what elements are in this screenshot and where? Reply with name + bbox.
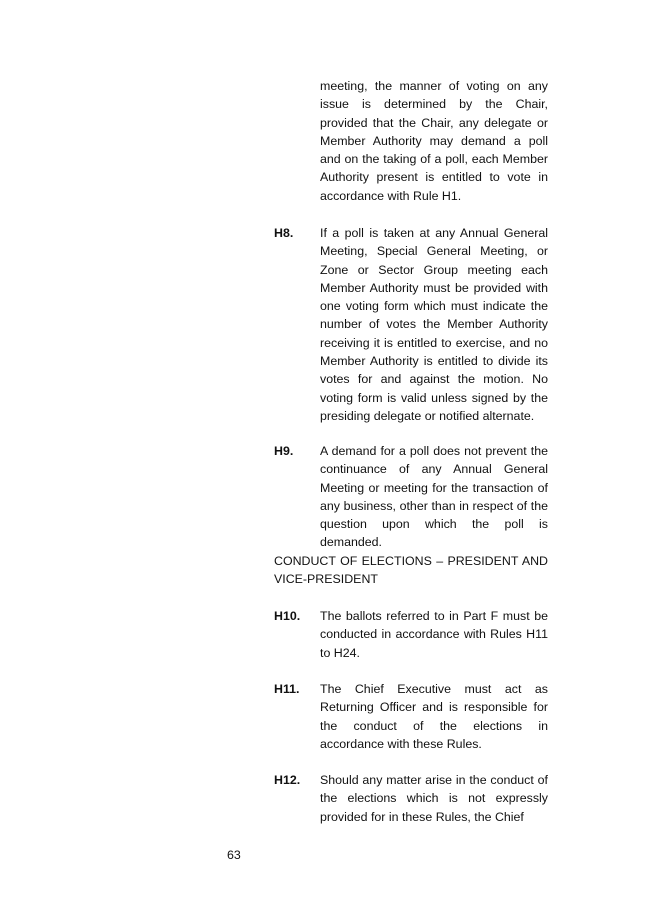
rule-text: Should any matter arise in the conduct of the elections which is not expressly provided for in these Rules, the Chief <box>320 773 548 824</box>
rule-number: H10. <box>274 609 301 623</box>
rule-number: H11. <box>274 682 300 696</box>
rule-text: A demand for a poll does not prevent the continuance of any Annual General Meeting or meeting for the transaction of any business, other than in respect of the question upon which the poll is demanded. <box>320 444 548 550</box>
rule-text: The ballots referred to in Part F must be conducted in accordance with Rules H11 to H24. <box>320 609 548 660</box>
rule-number: H12. <box>274 773 301 787</box>
section-heading: CONDUCT OF ELECTIONS – PRESIDENT AND VICE-PRESIDENT <box>274 554 548 587</box>
page-number: 63 <box>227 848 241 862</box>
rule-number: H8. <box>274 226 294 240</box>
rule-text: The Chief Executive must act as Returning Officer and is responsible for the conduct of the elections in accordance with these Rules. <box>320 682 548 751</box>
rule-text: If a poll is taken at any Annual General Meeting, Special General Meeting, or Zone or Sector Group meeting each Member Authority must be provided with one voting form which must indicate the number of votes the Member Authority receiving it is entitled to exercise, and no Member Authority is entitled to divide its votes for and against the motion. No voting form is valid unless signed by the presiding delegate or notified alternate. <box>320 226 548 423</box>
rule-number: H9. <box>274 444 294 458</box>
continuation-paragraph: meeting, the manner of voting on any issue is determined by the Chair, provided that the Chair, any delegate or Member Authority may demand a poll and on the taking of a poll, each Member Authority present is entitled to vote in accordance with Rule H1. <box>320 79 548 203</box>
